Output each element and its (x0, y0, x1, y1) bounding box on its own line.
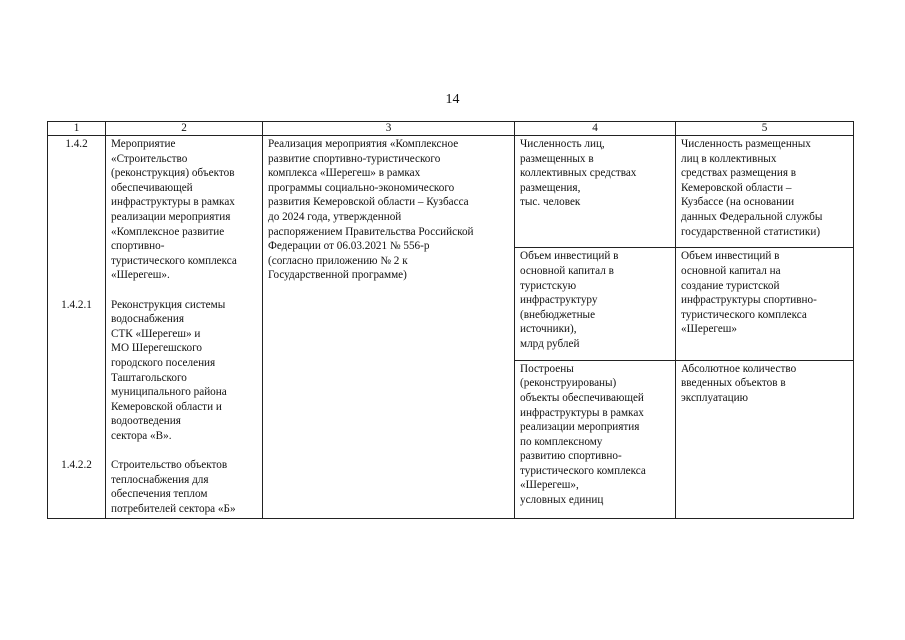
blank-line (53, 225, 100, 240)
text-line: объекты обеспечивающей (520, 391, 644, 404)
text-line: 1.4.2.1 (61, 298, 92, 311)
text-line: условных единиц (520, 494, 604, 507)
text-line: Таштагольского (111, 371, 187, 384)
blank-line (53, 400, 100, 415)
text-line: водоотведения (111, 415, 181, 428)
text-line: «Шерегеш». (111, 269, 170, 282)
indicator-cell (515, 136, 676, 248)
text-line: МО Шерегешского (111, 342, 202, 355)
text-line: источники), (520, 323, 577, 336)
text-line: Построены (520, 362, 574, 375)
text-line: СТК «Шерегеш» и (111, 327, 201, 340)
blank-line (111, 283, 257, 298)
text-line: Объем инвестиций в (681, 250, 780, 263)
text-line: 1.4.2.2 (61, 459, 92, 472)
blank-line (53, 356, 100, 371)
blank-line (53, 371, 100, 386)
text-line: (согласно приложению № 2 к (268, 254, 408, 267)
text-line: Кузбассе (на основании (681, 196, 795, 209)
text-line: Реконструкция системы (111, 298, 226, 311)
blank-line (53, 152, 100, 167)
text-line: сектора «В». (111, 429, 172, 442)
text-line: Реализация мероприятия «Комплексное (268, 138, 459, 150)
header-cell-1: 1 (48, 122, 106, 136)
text-line: туристического комплекса (111, 254, 237, 267)
blank-line (111, 443, 257, 458)
blank-line (53, 254, 100, 269)
text-line: развитию спортивно- (520, 450, 622, 463)
text-line: «Шерегеш» (681, 323, 738, 336)
item-number-cell (48, 136, 106, 519)
text-line: Государственной программе) (268, 269, 407, 282)
header-cell-5: 5 (676, 122, 854, 136)
text-line: введенных объектов в (681, 377, 786, 390)
header-cell-4: 4 (515, 122, 676, 136)
text-line: создание туристской (681, 279, 780, 292)
text-line: обеспечивающей (111, 181, 193, 194)
page-number: 14 (445, 92, 460, 107)
table-row (48, 136, 854, 248)
text-line: туристического комплекса (681, 308, 807, 321)
text-line: водоснабжения (111, 313, 185, 326)
header-cell-3: 3 (263, 122, 515, 136)
text-line: туристскую (520, 279, 577, 292)
text-line: «Комплексное развитие (111, 225, 225, 238)
measure-cell (676, 248, 854, 360)
text-line: государственной статистики) (681, 225, 821, 238)
text-line: (внебюджетные (520, 308, 596, 321)
text-line: программы социально-экономического (268, 181, 455, 194)
blank-line (53, 268, 100, 283)
text-line: теплоснабжения для (111, 473, 209, 486)
text-line: (реконструкция) объектов (111, 167, 235, 180)
text-line: обеспечения теплом (111, 488, 208, 501)
text-line: размещенных в (520, 152, 594, 165)
text-line: по комплексному (520, 435, 603, 448)
text-line: средствах размещения в (681, 167, 797, 180)
blank-line (53, 414, 100, 429)
text-line: спортивно- (111, 240, 165, 253)
blank-line (53, 181, 100, 196)
indicator-cell (515, 248, 676, 360)
text-line: городского поселения (111, 356, 216, 369)
text-line: коллективных средствах (520, 167, 637, 180)
text-line: 1.4.2 (65, 138, 88, 150)
blank-line (53, 239, 100, 254)
text-line: (реконструированы) (520, 377, 617, 390)
text-line: Мероприятие (111, 138, 176, 150)
text-line: Кемеровской области – (681, 181, 792, 194)
blank-line (53, 443, 100, 458)
blank-line (53, 429, 100, 444)
blank-line (53, 283, 100, 298)
text-line: основной капитал в (520, 264, 614, 277)
text-line: развития Кемеровской области – Кузбасса (268, 196, 469, 209)
program-table (47, 121, 854, 519)
text-line: развитие спортивно-туристического (268, 152, 441, 165)
text-line: Объем инвестиций в (520, 250, 619, 263)
text-line: тыс. человек (520, 196, 581, 209)
text-line: Кемеровской области и (111, 400, 222, 413)
text-line: инфраструктуры в рамках (520, 406, 644, 419)
text-line: инфраструктуру (520, 294, 598, 307)
text-line: инфраструктуры спортивно- (681, 294, 817, 307)
text-line: реализации мероприятия (520, 421, 640, 434)
text-line: Численность лиц, (520, 138, 605, 150)
blank-line (53, 327, 100, 342)
header-row (48, 122, 854, 136)
text-line: инфраструктуры в рамках (111, 196, 235, 209)
text-line: реализации мероприятия (111, 210, 231, 223)
text-line: млрд рублей (520, 337, 580, 350)
text-line: Численность размещенных (681, 138, 811, 150)
header-cell-2: 2 (106, 122, 263, 136)
text-line: Строительство объектов (111, 459, 228, 472)
text-line: «Шерегеш», (520, 479, 579, 492)
text-line: размещения, (520, 181, 581, 194)
blank-line (53, 166, 100, 181)
text-line: эксплуатацию (681, 391, 748, 404)
blank-line (53, 195, 100, 210)
blank-line (53, 341, 100, 356)
text-line: до 2024 года, утвержденной (268, 210, 402, 223)
text-line: основной капитал на (681, 264, 781, 277)
text-line: лиц в коллективных (681, 152, 777, 165)
blank-line (53, 312, 100, 327)
text-line: муниципального района (111, 386, 227, 399)
text-line: распоряжением Правительства Российской (268, 225, 474, 238)
text-line: потребителей сектора «Б» (111, 502, 236, 515)
text-line: комплекса «Шерегеш» в рамках (268, 167, 421, 180)
event-name-cell (106, 136, 263, 519)
blank-line (53, 210, 100, 225)
text-line: «Строительство (111, 152, 188, 165)
text-line: туристического комплекса (520, 464, 646, 477)
measure-cell (676, 360, 854, 519)
text-line: данных Федеральной службы (681, 210, 823, 223)
program-cell (263, 136, 515, 519)
text-line: Абсолютное количество (681, 362, 797, 375)
measure-cell (676, 136, 854, 248)
text-line: Федерации от 06.03.2021 № 556-р (268, 240, 430, 253)
indicator-cell (515, 360, 676, 519)
blank-line (53, 385, 100, 400)
